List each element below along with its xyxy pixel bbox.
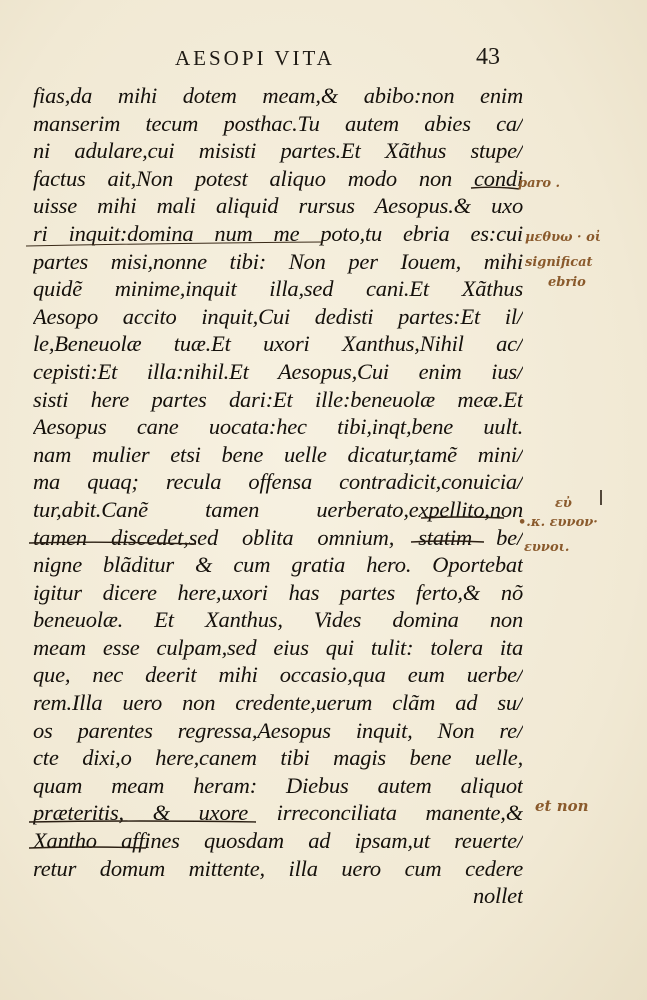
text-line: quam meam heram: Diebus autem aliquot xyxy=(33,772,523,798)
marginal-note: µεθυω · οἰ xyxy=(525,230,602,245)
underline-expellito xyxy=(410,539,485,545)
marginal-note: ευνοι. xyxy=(524,540,570,555)
text-line: quidẽ minime,inquit illa,sed cani.Et Xãthus xyxy=(33,276,523,302)
text-line: le,Beneuolæ tuæ.Et uxori Xanthus,Nihil ac/ xyxy=(33,331,523,357)
text-line: factus ait,Non potest aliquo modo non condi xyxy=(33,165,523,191)
text-line: Aesopus cane uocata:hec tibi,inqt,bene uult. xyxy=(33,414,523,440)
text-line: os parentes regressa,Aesopus inquit, Non re/ xyxy=(33,717,523,743)
text-line: Xantho affines quosdam ad ipsam,ut reuerte/ xyxy=(33,828,523,854)
text-line: igitur dicere here,uxori has partes ferto,& nõ xyxy=(33,579,523,605)
marginal-note: significat xyxy=(525,255,593,270)
text-line: beneuolæ. Et Xanthus, Vides domina non xyxy=(33,607,523,633)
underline-tur xyxy=(28,539,198,547)
text-line: uisse mihi mali aliquid rursus Aesopus.& uxo xyxy=(33,193,523,219)
text-line: retur domum mittente, illa uero cum cedere xyxy=(33,855,523,881)
margin-tick xyxy=(596,488,606,508)
text-line: que, nec deerit mihi occasio,qua eum uerbe/ xyxy=(33,662,523,688)
text-line: rem.Illa uero non credente,uerum clãm ad su/ xyxy=(33,690,523,716)
text-line: cte dixi,o here,canem tibi magis bene uelle, xyxy=(33,745,523,771)
text-line: nollet xyxy=(472,883,523,909)
underline-condi xyxy=(470,185,520,191)
text-line: præteritis, & uxore irreconciliata manente,& xyxy=(33,800,523,826)
text-line: partes misi,nonne tibi: Non per Iouem, mihi xyxy=(33,248,523,274)
marginal-note: et non xyxy=(535,797,589,815)
text-line: nigne blãditur & cum gratia hero. Oportebat xyxy=(33,552,523,578)
text-line: ma quaq; recula offensa contradicit,conuicia/ xyxy=(33,469,523,495)
marginal-note: εὐ xyxy=(555,496,572,511)
marginal-note: paro . xyxy=(518,176,561,191)
running-title: AESOPI VITA xyxy=(175,46,335,70)
text-line: sisti here partes dari:Et ille:beneuolæ meæ.Et xyxy=(33,386,523,412)
page-number: 43 xyxy=(476,44,500,70)
text-line: ni adulare,cui misisti partes.Et Xãthus stupe/ xyxy=(33,138,523,164)
text-line: cepisti:Et illa:nihil.Et Aesopus,Cui enim ius/ xyxy=(33,358,523,384)
underline-ebria xyxy=(25,240,325,248)
underline-quam xyxy=(28,818,258,826)
underline-conuicia xyxy=(420,515,505,521)
text-line: manserim tecum posthac.Tu autem abies ca/ xyxy=(33,110,523,136)
text-line: tur,abit.Canẽ tamen uerberato,expellito,non xyxy=(33,496,523,522)
text-line: meam esse culpam,sed eius qui tulit: tolera ita xyxy=(33,634,523,660)
text-line: fias,da mihi dotem meam,& abibo:non enim xyxy=(33,83,523,108)
body-text xyxy=(33,82,523,910)
text-line: nam mulier etsi bene uelle dicatur,tamẽ mini/ xyxy=(33,441,523,467)
marginal-note: •.κ. ευνον· xyxy=(518,515,598,530)
text-line: tamen discedet,sed oblita omnium, statim be/ xyxy=(33,524,523,550)
text-line: ri inquit:domina num me poto,tu ebria es:cui xyxy=(33,220,523,246)
text-line: Aesopo accito inquit,Cui dedisti partes:Et il/ xyxy=(33,303,523,329)
marginal-note: ebrio xyxy=(548,275,586,290)
underline-praeteritis xyxy=(28,845,148,851)
